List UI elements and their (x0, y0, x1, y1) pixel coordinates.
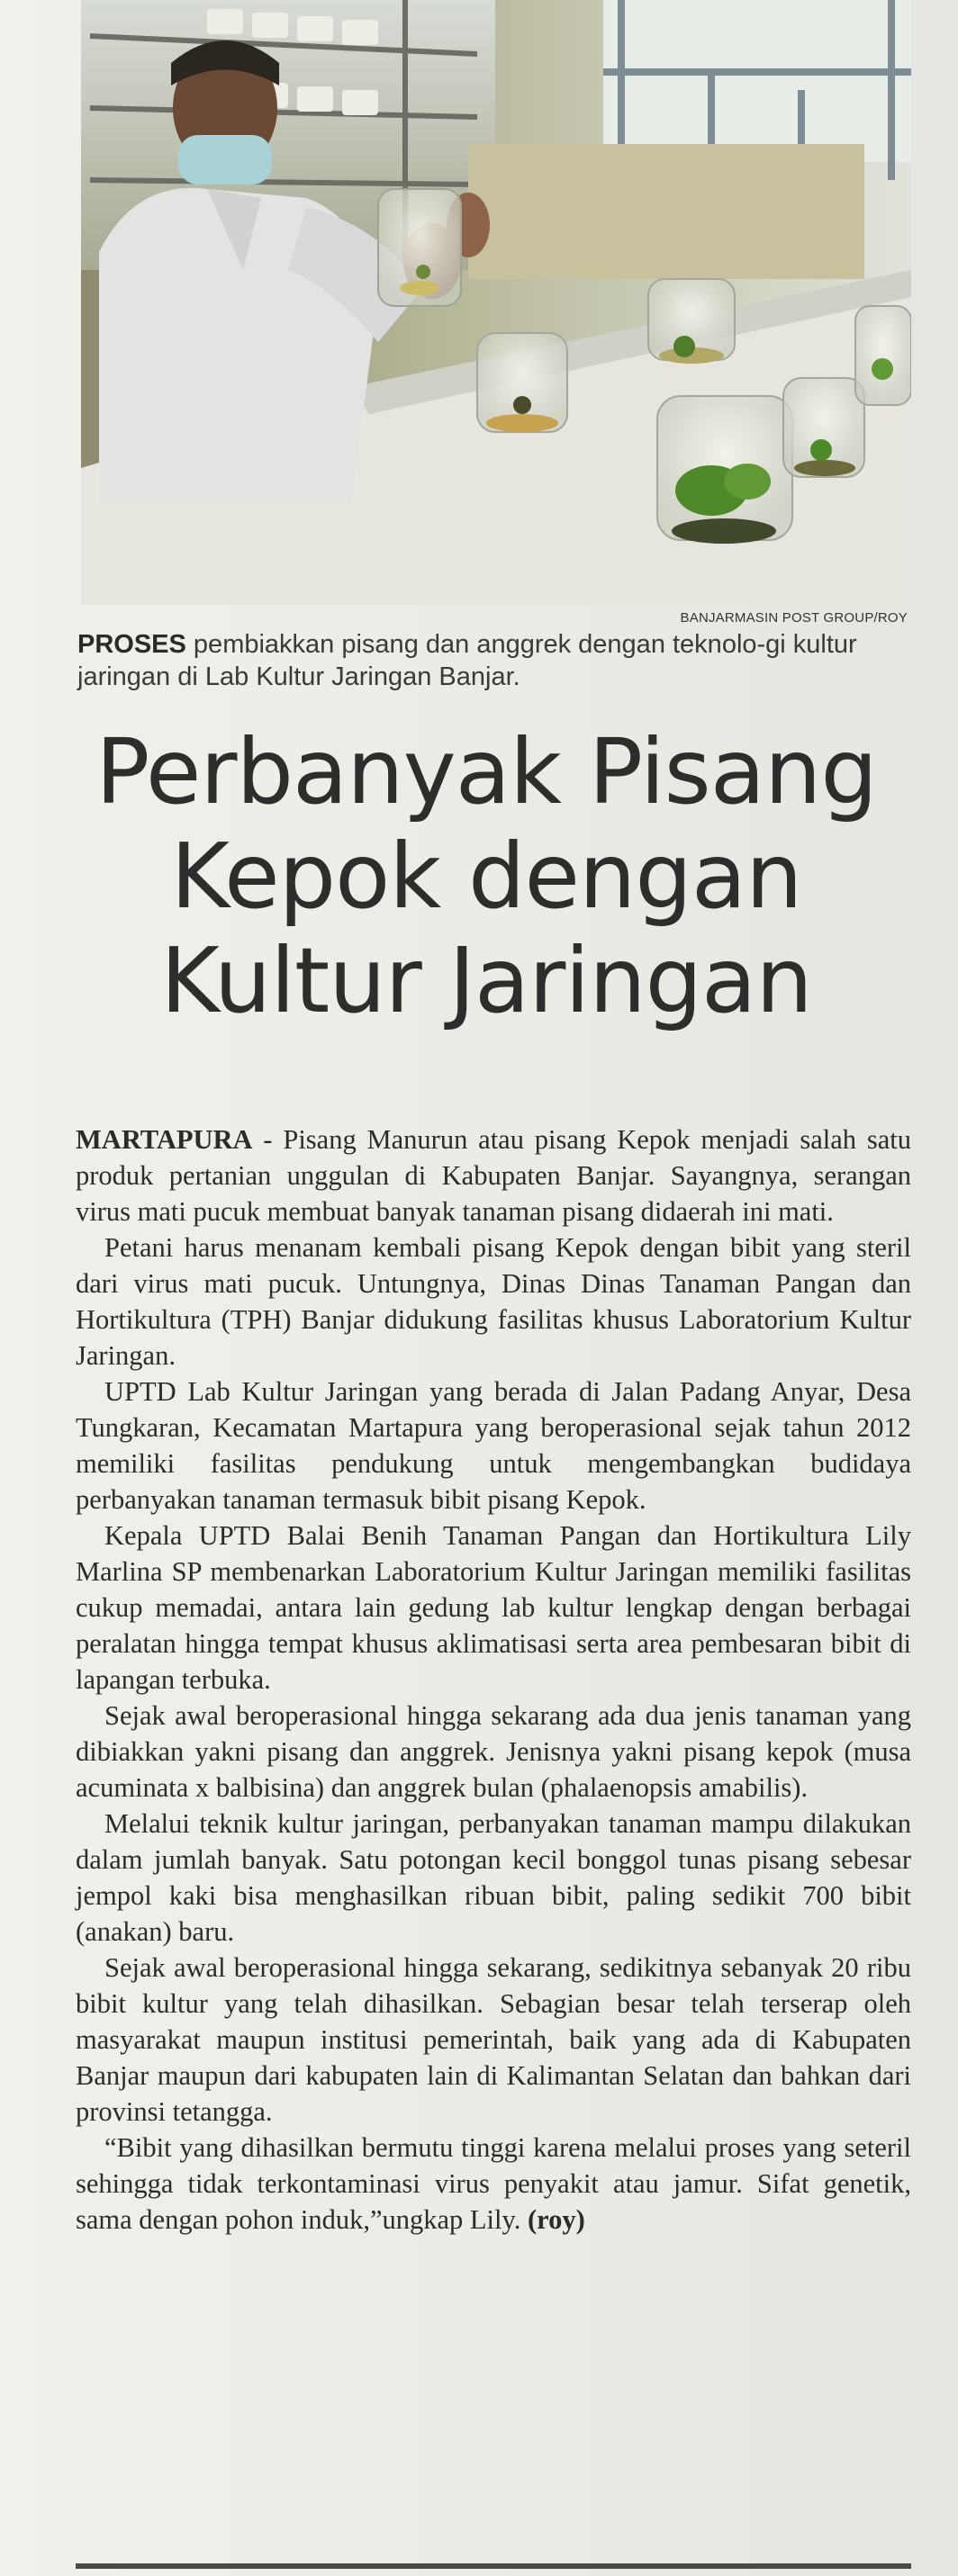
headline: Perbanyak Pisang Kepok dengan Kultur Jaringan (95, 719, 877, 1033)
bottom-divider (76, 2563, 911, 2569)
article-paragraph: MARTAPURA - Pisang Manurun atau pisang Kepok menjadi salah satu produk pertanian unggulan di Kabupaten Banjar. Sayangnya, serangan virus mati pucuk membuat banyak tanaman pisang didaerah ini mati. (76, 1124, 911, 1227)
caption-lead: PROSES (77, 630, 186, 659)
article-paragraph: “Bibit yang dihasilkan bermutu tinggi karena melalui proses yang seteril sehingga tidak terkontaminasi virus penyakit atau jamur. Sifat genetik, sama dengan pohon induk,”ungkap Lily. (roy) (76, 2132, 911, 2235)
dateline: MARTAPURA (76, 1124, 253, 1155)
article-paragraph: Sejak awal beroperasional hingga sekarang, sedikitnya sebanyak 20 ribu bibit kultur yang telah dihasilkan. Sebagian besar telah terserap oleh masyarakat maupun institusi pemerintah, baik yang ada di Kabupaten Banjar maupun dari kabupaten lain di Kalimantan Selatan dan bahkan dari provinsi tetangga. (76, 1952, 911, 2127)
lab-photo (81, 0, 911, 605)
photo-caption (77, 628, 915, 693)
article-paragraph: Sejak awal beroperasional hingga sekarang ada dua jenis tanaman yang dibiakkan yakni pisang dan anggrek. Jenisnya yakni pisang kepok (musa acuminata x balbisina) dan anggrek bulan (phalaenopsis amabilis). (76, 1700, 911, 1803)
caption-text: pembiakkan pisang dan anggrek dengan teknolo-gi kultur jaringan di Lab Kultur Jaringan Banjar. (77, 630, 857, 691)
article-paragraph: UPTD Lab Kultur Jaringan yang berada di Jalan Padang Anyar, Desa Tungkaran, Kecamatan Martapura yang beroperasional sejak tahun 2012 memiliki fasilitas pendukung untuk mengembangkan budidaya perbanyakan tanaman termasuk bibit pisang Kepok. (76, 1376, 911, 1515)
article-body (76, 1121, 911, 2238)
article-paragraph: Kepala UPTD Balai Benih Tanaman Pangan dan Hortikultura Lily Marlina SP membenarkan Laboratorium Kultur Jaringan memiliki fasilitas cukup memadai, antara lain gedung lab kultur lengkap dengan berbagai peralatan hingga tempat khusus aklimatisasi serta area pembesaran bibit di lapangan terbuka. (76, 1520, 911, 1695)
lab-worker-illustration (81, 0, 911, 605)
byline: (roy) (528, 2204, 585, 2235)
article-paragraph: Petani harus menanam kembali pisang Kepok dengan bibit yang steril dari virus mati pucuk. Untungnya, Dinas Dinas Tanaman Pangan dan Hortikultura (TPH) Banjar didukung fasilitas khusus Laboratorium Kultur Jaringan. (76, 1232, 911, 1371)
article-paragraph: Melalui teknik kultur jaringan, perbanyakan tanaman mampu dilakukan dalam jumlah banyak. Satu potongan kecil bonggol tunas pisang sebesar jempol kaki bisa menghasilkan ribuan bibit, paling sedikit 700 bibit (anakan) baru. (76, 1808, 911, 1947)
photo-credit: BANJARMASIN POST GROUP/ROY (680, 610, 908, 626)
